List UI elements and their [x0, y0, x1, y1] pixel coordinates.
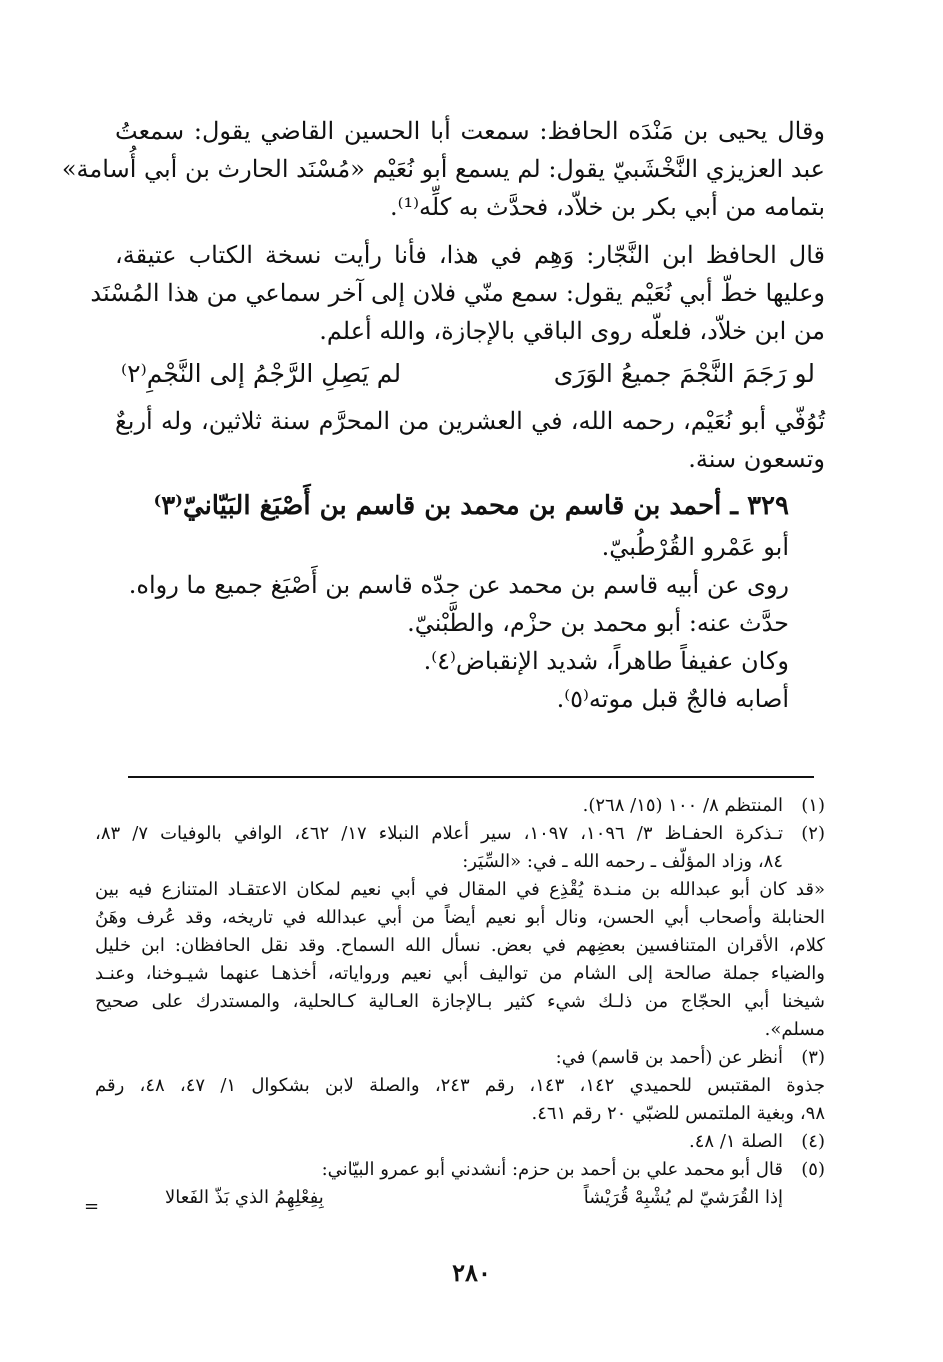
text-line: وتسعون سنة.: [688, 445, 825, 473]
footnote-number: (٢): [801, 823, 825, 844]
footnote-5: [95, 1156, 825, 1212]
page-number: ٢٨٠: [452, 1258, 491, 1287]
entry-line: وكان عفيفاً طاهراً، شديد الإنقباض⁽٤⁾.: [423, 647, 789, 675]
paragraph-1: [61, 112, 825, 226]
footnote-line: كلام، الأقران المتنافسين بعضِهم في بعض. نسأل الله السماح. وقد نقل الحافظان: ابن خليل: [95, 935, 825, 956]
footnote-4: [95, 1128, 825, 1156]
footnote-line: «قد كان أبو عبدالله بن منـدة يُقْذِع في المقال في أبي نعيم لمكان الاعتقـاد المتنازع فيه بين: [95, 879, 825, 900]
verse-first-hemistich: لو رَجَمَ النَّجْمَ جميعُ الوَرَى: [553, 359, 815, 388]
footnote-line: المنتظم ٨/ ١٠٠ (١٥/ ٢٦٨).: [582, 795, 783, 816]
footnote-number: (١): [801, 795, 825, 816]
footnote-verse: [95, 1184, 783, 1212]
footnote-line: مسلم».: [764, 1019, 825, 1040]
paragraph-2: [90, 236, 825, 350]
verse-second-hemistich: لم يَصِلِ الرَّجْمُ إلى النَّجْمِ⁽٢⁾: [121, 359, 402, 388]
footnote-line: جذوة المقتبس للحميدي ١٤٢، ١٤٣، رقم ٢٤٣، والصلة لابن بشكوال ١/ ٤٧، ٤٨، رقم: [95, 1075, 826, 1096]
footnote-divider: [128, 776, 814, 778]
poem-verse: [115, 352, 825, 396]
footnote-number: (٣): [801, 1047, 825, 1068]
entry-line: أصابه فالجٌ قبل موته⁽٥⁾.: [556, 685, 789, 713]
entry-heading: ٣٢٩ ـ أحمد بن قاسم بن محمد بن قاسم بن أَصْبَغ البَيّانيّ⁽٣⁾: [153, 491, 789, 521]
footnote-line: تـذكرة الحفـاظ ٣/ ١٠٩٦، ١٠٩٧، سير أعلام النبلاء ١٧/ ٤٦٢، الوافي بالوفيات ٧/ ٨٣،: [95, 823, 783, 844]
paragraph-3: [115, 402, 825, 478]
entry-body: [115, 528, 825, 718]
footnote-line: ٩٨، وبغية الملتمس للضبّي ٢٠ رقم ٤٦١.: [531, 1103, 825, 1124]
footnote-line: الحنابلة وأصحاب أبي الحسن، ونال أبو نعيم أيضاً من أبي عبدالله في تاريخه، وقد عُرف وهَنُ: [95, 907, 825, 928]
footnote-line: ٨٤، وزاد المؤلّف ـ رحمه الله ـ في: «السِّيَر:: [462, 851, 783, 872]
text-line: بتمامه من أبي بكر بن خلاّد، فحدَّث به كلِّه⁽¹⁾.: [389, 193, 825, 221]
text-line: عبد العزيزي النَّخْشَبيّ يقول: لم يسمع أبو نُعَيْم «مُسْنَد الحارث بن أبي أُسامة»: [61, 155, 825, 183]
footnote-line: الصلة ١/ ٤٨.: [689, 1131, 783, 1152]
entry-line: أبو عَمْرو القُرْطُبيّ.: [601, 533, 789, 561]
footnote-line: شيخنا أبي الحجّاج من ذلـك شيء كثير بـالإجازة العـالية كـالحلية، والمستدرك على صحيح: [95, 991, 825, 1012]
main-text: [61, 112, 825, 718]
footnote-1: [95, 792, 825, 820]
footnotes: [95, 792, 825, 1212]
footnote-2: [95, 820, 825, 876]
footnote-line: أنظر عن (أحمد بن قاسم) في:: [555, 1047, 783, 1068]
text-line: تُوُفّي أبو نُعَيْم، رحمه الله، في العشرين من المحرَّم سنة ثلاثين، وله أربعٌ: [115, 407, 825, 435]
footnote-number: (٤): [801, 1131, 825, 1152]
entry-line: حدَّث عنه: أبو محمد بن حزْم، والطَّبْنيّ.: [407, 609, 789, 637]
footnote-3-quote: [95, 1072, 825, 1128]
text-line: وعليها خطّ أبي نُعَيْم يقول: سمع منّي فلان إلى آخر سماعي من هذا المُسْنَد: [90, 279, 825, 307]
verse-first-hemistich: إذا القُرَشيّ لم يُشْبِهْ قُرَيْشاً: [583, 1187, 783, 1208]
footnote-line: قال أبو محمد علي بن أحمد بن حزم: أنشدني أبو عمرو البيّاني:: [321, 1159, 783, 1180]
text-line: من ابن خلاّد، فلعلّه روى الباقي بالإجازة، والله أعلم.: [319, 317, 825, 345]
text-line: وقال يحيى بن مَنْدَه الحافظ: سمعت أبا الحسين القاضي يقول: سمعتُ: [115, 117, 825, 145]
footnote-line: والضياء جملة صالحة إلى الشام من تواليف أبي نعيم ورواياته، أخذهـا عنهما شيـوخنا، وعنـد: [95, 963, 825, 984]
continuation-mark: =: [84, 1196, 100, 1217]
footnote-number: (٥): [801, 1159, 825, 1180]
footnote-3: [95, 1044, 825, 1072]
footnote-2-quote: [95, 876, 825, 1044]
entry-line: روى عن أبيه قاسم بن محمد عن جدّه قاسم بن أَصْبَغ جميع ما رواه.: [128, 571, 789, 599]
text-line: قال الحافظ ابن النَّجّار: وَهِم في هذا، فأنا رأيت نسخة الكتاب عتيقة،: [115, 241, 825, 269]
verse-second-hemistich: بِفِعْلِهِمُ الذي بَذّ الفَعالا: [165, 1187, 324, 1208]
